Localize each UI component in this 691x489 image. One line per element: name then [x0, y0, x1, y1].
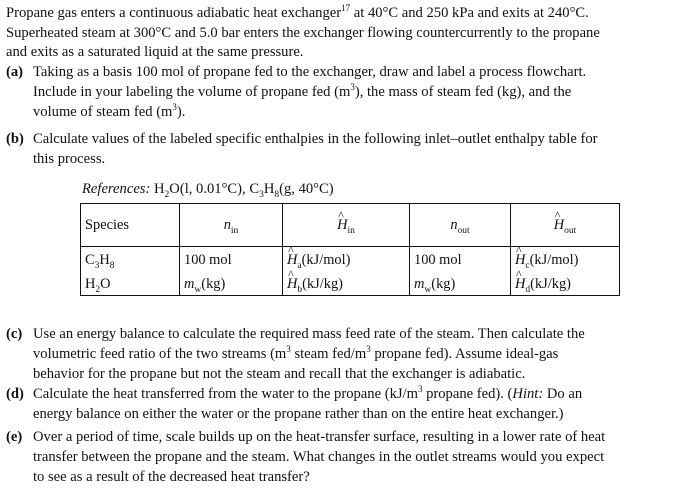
part-e-line-2: transfer between the propane and the steam. What changes in the outlet streams would you expect [33, 449, 605, 465]
n-out-water: $m_w(kg)$ [410, 273, 511, 296]
h-in-water: ^ $H_b(kJ/kg)$ [283, 273, 410, 296]
header-n-in: $n_{in}$ [180, 204, 283, 247]
n-out-propane: 100 mol [410, 247, 511, 274]
species-water: $H_2O$ [85, 275, 111, 295]
part-e-line-1: Over a period of time, scale builds up on the heat-transfer surface, resulting in a lower rate of heat [33, 429, 606, 445]
intro-line-1: Propane gas enters a continuous adiabatic heat exchanger$^{17}$ at 40°C and 250 kPa and exits at 240°C. [6, 3, 589, 21]
species-propane: $C_3H_8$ [85, 251, 115, 271]
part-a-label: (a) [6, 64, 24, 80]
part-c-line-3: behavior for the propane but not the steam and recall that the exchanger is adiabatic. [33, 366, 526, 382]
intro-line-2: Superheated steam at 300°C and 5.0 bar enters the exchanger flowing countercurrently to the propane [6, 25, 600, 41]
header-h-in: ^ $H_{in}$ [283, 204, 410, 247]
header-n-out: $n_{out}$ [410, 204, 511, 247]
header-h-out: ^ $H_{out}$ [511, 204, 620, 247]
intro-line-3: and exits as a saturated liquid at the same pressure. [6, 44, 304, 60]
table-row [81, 247, 620, 274]
part-a-line-1: Taking as a basis 100 mol of propane fed to the exchanger, draw and label a process flowchart. [33, 64, 587, 80]
part-e-label: (e) [6, 429, 23, 445]
h-out-propane: ^ $H_c(kJ/mol)$ [511, 247, 620, 274]
table-row [81, 273, 620, 296]
table-header-row [81, 204, 620, 247]
part-d-line-1: Calculate the heat transferred from the water to the propane ($kJ/m^3$ propane fed). (Hint: Do an [33, 384, 583, 402]
part-c-label: (c) [6, 326, 23, 342]
part-a-line-3: volume of steam fed $(m^3)$. [33, 102, 186, 120]
references-line: References: $H_2O(l$, 0.01°C), $C_3H_8(g$, 40°C) [82, 181, 334, 200]
part-b-line-2: this process. [33, 151, 106, 167]
part-e-line-3: to see as a result of the decreased heat transfer? [33, 469, 310, 485]
n-in-propane: 100 mol [180, 247, 283, 274]
n-in-water: $m_w(kg)$ [180, 273, 283, 296]
part-b-label: (b) [6, 131, 24, 147]
part-a-line-2: Include in your labeling the volume of propane fed $(m^3)$, the mass of steam fed (kg), and the [33, 82, 572, 100]
part-d-label: (d) [6, 386, 24, 402]
part-b-line-1: Calculate values of the labeled specific enthalpies in the following inlet–outlet enthalpy table for [33, 131, 598, 147]
part-c-line-2: volumetric feed ratio of the two streams ($m^3$ steam fed/$m^3$ propane fed). Assume ideal-gas [33, 344, 559, 362]
part-c-line-1: Use an energy balance to calculate the required mass feed rate of the steam. Then calculate the [33, 326, 585, 342]
h-out-water: ^ $H_d(kJ/kg)$ [511, 273, 620, 296]
part-d-line-2: energy balance on either the water or the propane rather than on the entire heat exchanger.) [33, 406, 564, 422]
h-in-propane: ^ $H_a(kJ/mol)$ [283, 247, 410, 274]
enthalpy-table [80, 203, 620, 296]
header-species: Species [81, 204, 180, 247]
